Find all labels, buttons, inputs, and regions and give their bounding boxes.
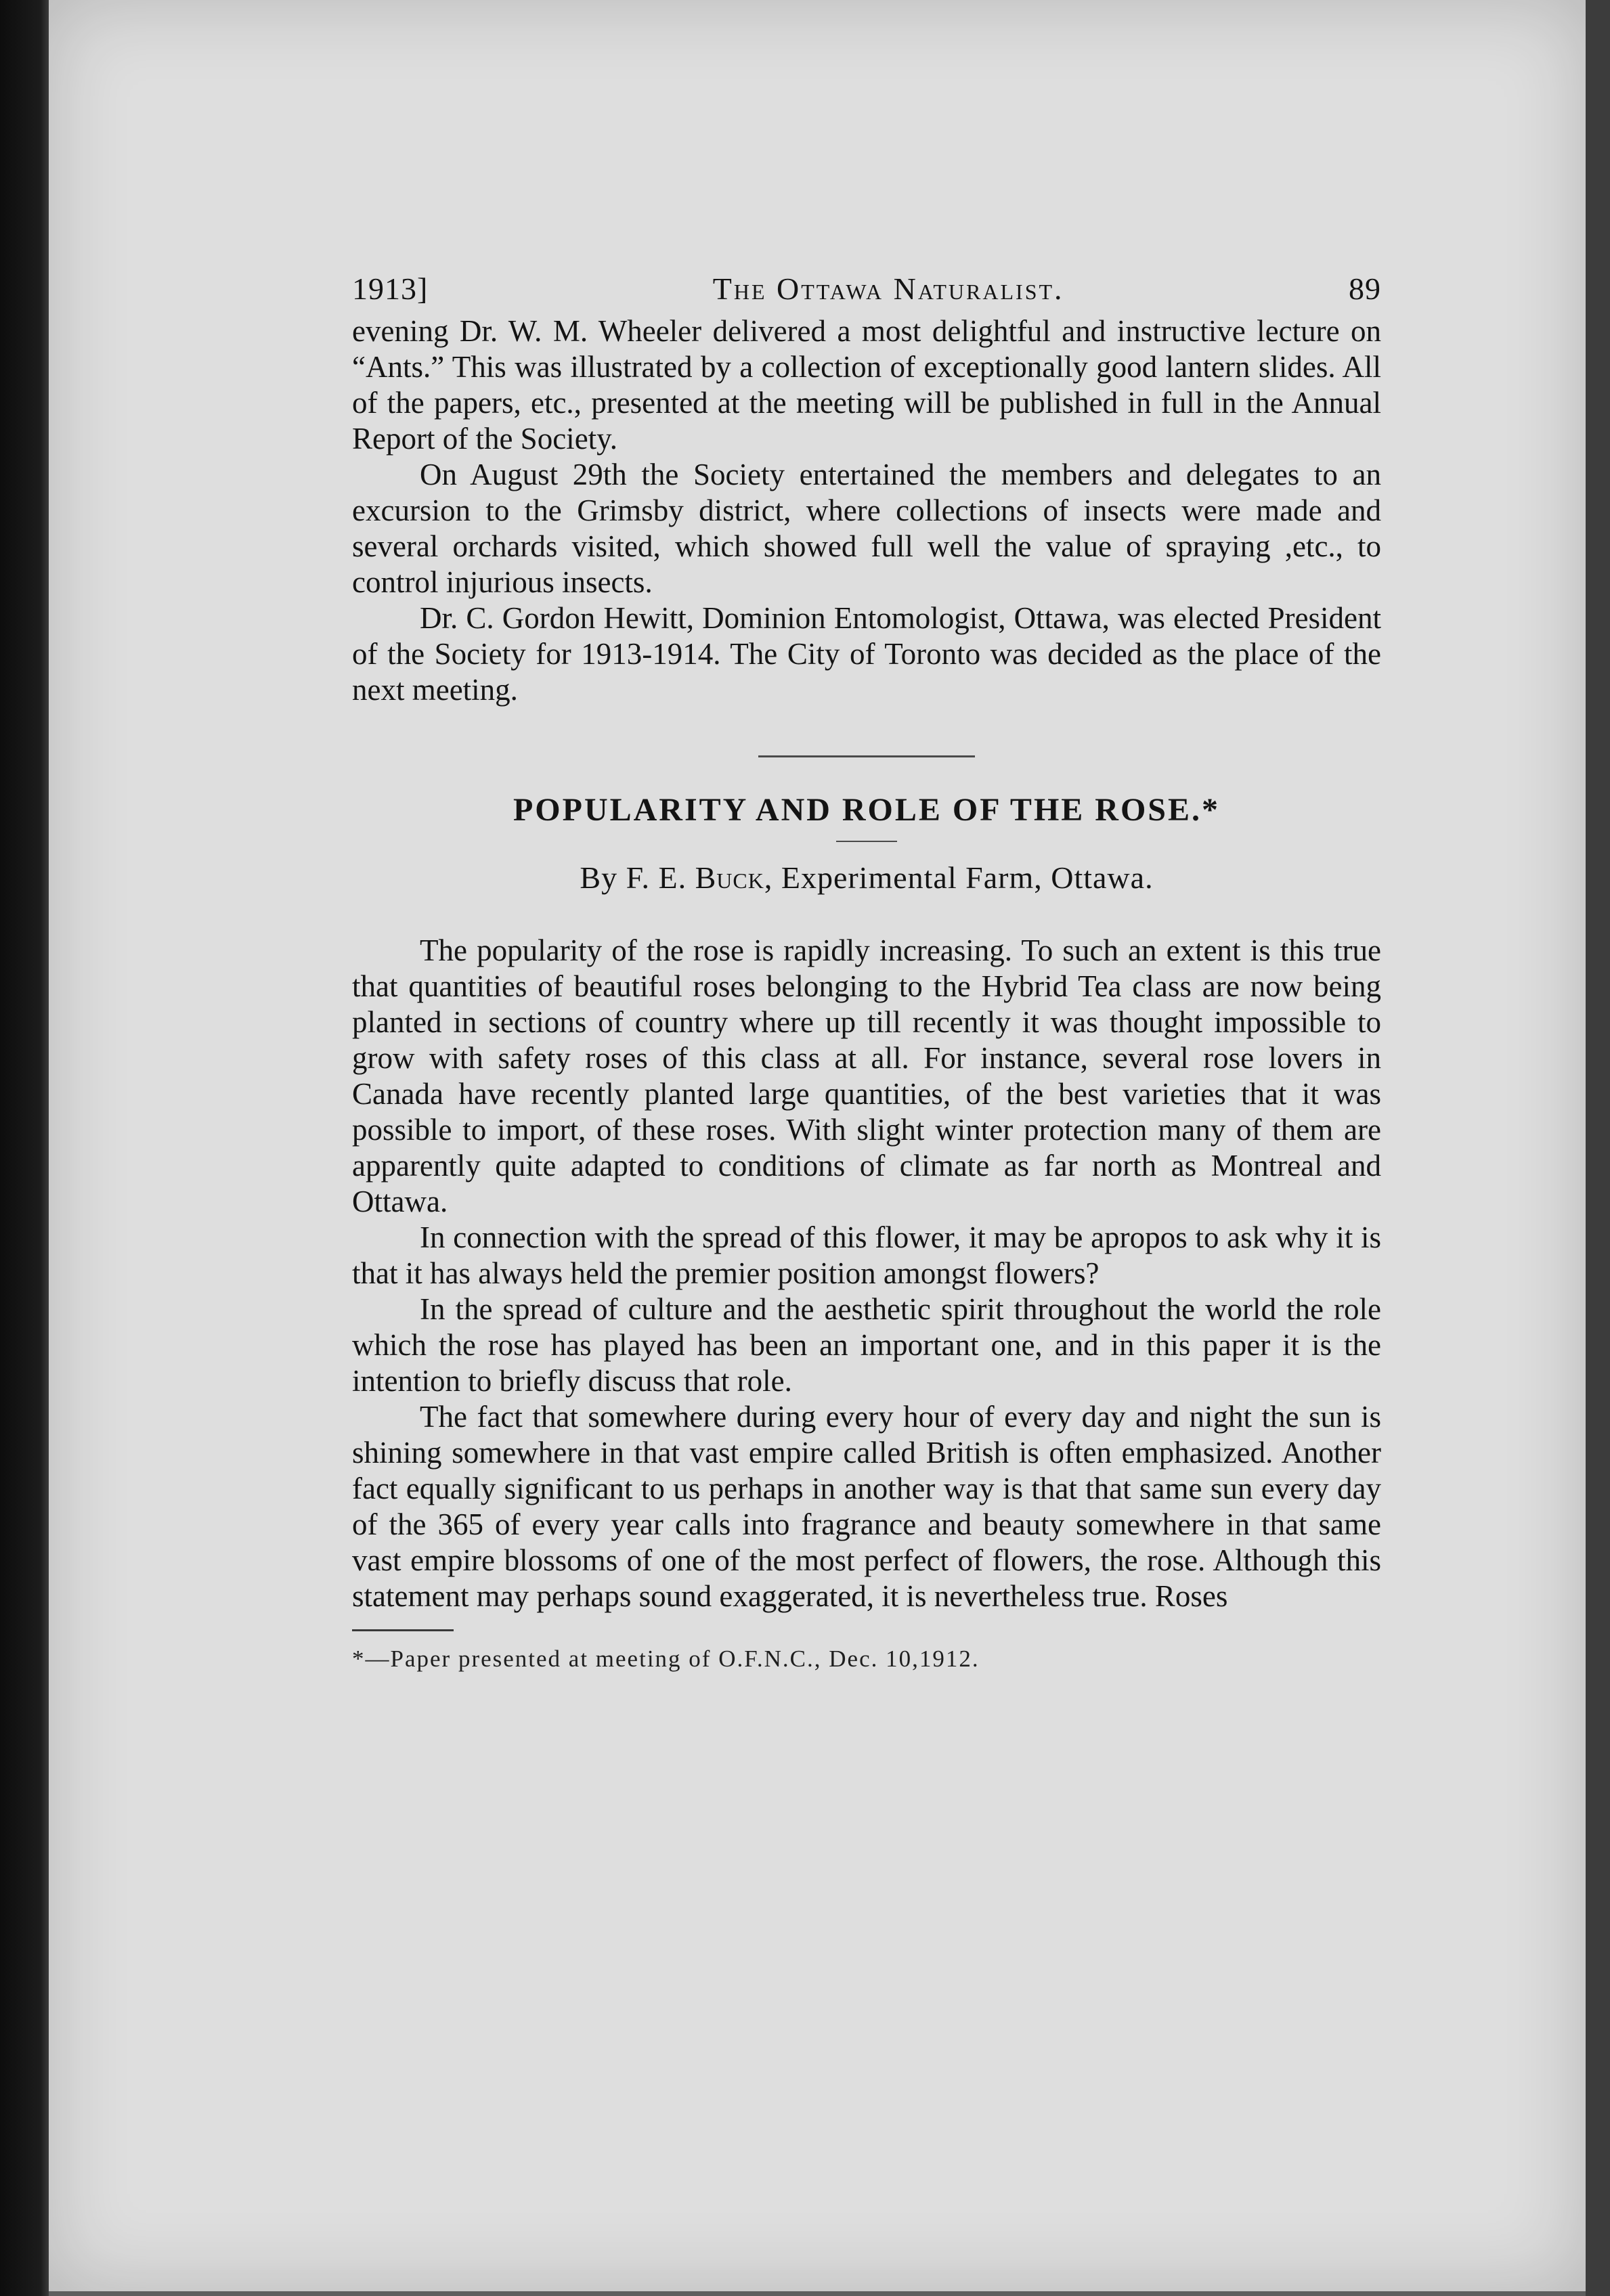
footnote: *—Paper presented at meeting of O.F.N.C., Dec. 10,1912. — [352, 1646, 980, 1672]
byline-prefix: By — [580, 860, 618, 895]
scan-right-border — [1586, 0, 1610, 2296]
book-spine-edge — [0, 0, 49, 2296]
article-paragraph-1: The popularity of the rose is rapidly increasing. To such an extent is this true that quantities of beautiful roses belonging to the Hybrid Tea class are now being planted in sections of country where up till recently it was thought impossible to grow with safety roses of this class at all. For instance, several rose lovers in Canada have recently planted large quantities, of the best varieties that it was possible to import, of these roses. With slight winter protection many of them are apparently quite adapted to conditions of climate as far north as Montreal and Ottawa. — [352, 933, 1381, 1218]
page-number: 89 — [1349, 271, 1381, 306]
author-affiliation: Experimental Farm, Ottawa. — [781, 860, 1154, 895]
continuation-paragraph-2: On August 29th the Society entertained the members and delegates to an excursion to the Grimsby district, where collections of insects were made and several orchards visited, which showed full well the value of spraying ,etc., to control injurious insects. — [352, 458, 1381, 599]
continuation-paragraph-3: Dr. C. Gordon Hewitt, Dominion Entomologist, Ottawa, was elected President of the Society for 1913-1914. The City of Toronto was decided as the place of the next meeting. — [352, 601, 1381, 707]
footnote-rule — [352, 1629, 454, 1631]
article-paragraph-3: In the spread of culture and the aesthetic spirit throughout the world the role which the rose has played has been an important one, and in this paper it is the intention to briefly discuss that role. — [352, 1292, 1381, 1398]
journal-title: The Ottawa Naturalist. — [712, 271, 1064, 306]
author-name: F. E. Buck, — [626, 860, 773, 895]
section-divider — [758, 755, 975, 757]
running-head — [352, 271, 1381, 307]
title-underline — [836, 841, 897, 842]
header-year: 1913] — [352, 271, 429, 306]
text-block — [352, 271, 1381, 1677]
continuation-paragraph-1: evening Dr. W. M. Wheeler delivered a most delightful and instructive lecture on “Ants.” This was illustrated by a collection of exceptionally good lantern slides. All of the papers, etc., presented at the meeting will be published in full in the Annual Report of the Society. — [352, 314, 1381, 456]
byline — [352, 860, 1381, 896]
article-title: POPULARITY AND ROLE OF THE ROSE.* — [513, 792, 1221, 828]
article-paragraph-4: The fact that somewhere during every hour of every day and night the sun is shining somewhere in that vast empire called British is often emphasized. Another fact equally significant to us perhaps in another way is that that same sun every day of the 365 of every year calls into fragrance and beauty somewhere in that same vast empire blossoms of one of the most perfect of flowers, the rose. Although this statement may perhaps sound exaggerated, it is nevertheless true. Roses — [352, 1400, 1381, 1613]
article-paragraph-2: In connection with the spread of this flower, it may be apropos to ask why it is that it has always held the premier position amongst flowers? — [352, 1220, 1381, 1290]
